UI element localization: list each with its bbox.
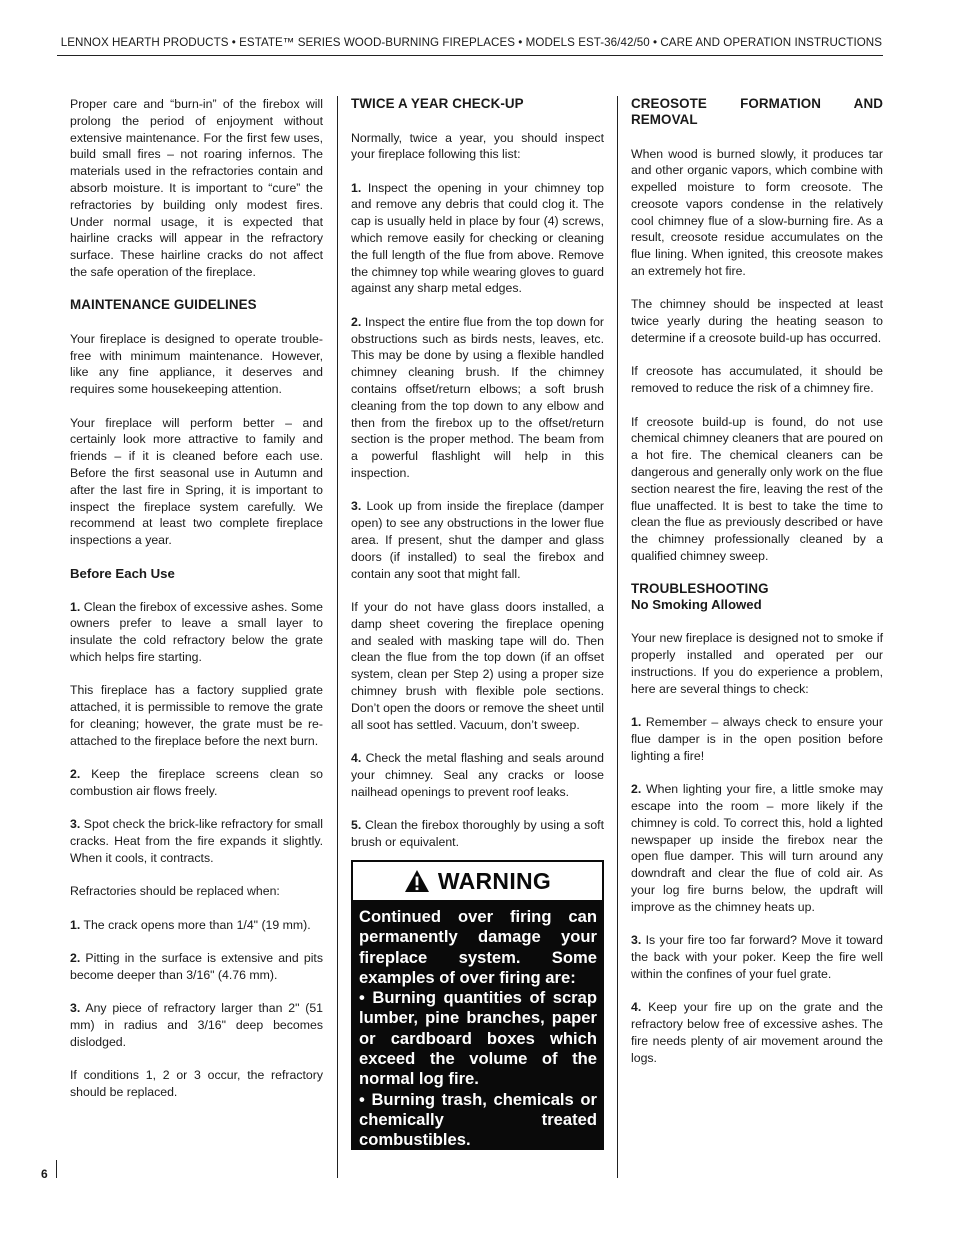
creosote-paragraph-2: The chimney should be inspected at least twice yearly during the heating season to determine if a creosote build-up has occurred. — [631, 297, 883, 346]
warning-line-1: Continued over firing can permanently damage your fireplace system. Some examples of over firing are: — [359, 907, 597, 987]
troubleshooting-heading: TROUBLESHOOTING — [631, 581, 769, 597]
before-item-2 — [70, 766, 323, 800]
intro-paragraph: Proper care and “burn-in” of the firebox will prolong the period of enjoyment without extensive maintenance. For the first few uses, build small fires – not roaring infernos. The materials used in the refractories contain and absorb moisture. It is important to “cure” the refractories by building only modest fires. Under normal usage, it is expected that hairline cracks will appear in the refractory surface. These hairline cracks do not affect the safe operation of the fireplace. — [70, 97, 323, 279]
creosote-paragraph-4: If creosote build-up is found, do not use chemical chimney cleaners that are poured on a hot fire. The chemical cleaners can be dangerous and generally only work on the flue section nearest the fire, leaving the rest of the flue unaffected. It is best to take the time to clean the flue as previously described or have the chimney professionally cleaned by a qualified chimney sweep. — [631, 414, 883, 564]
checkup-step-4 — [351, 750, 604, 800]
column-1 — [70, 96, 323, 1117]
item-number: 2. — [70, 951, 81, 966]
grate-paragraph: This fireplace has a factory supplied grate attached, it is permissible to remove the grate for cleaning; however, the grate must be re-attached to the fireplace before the next burn. — [70, 683, 323, 748]
item-text: Remember – always check to ensure your flue damper is in the open position before lighting a fire! — [631, 715, 883, 763]
item-text: When lighting your fire, a little smoke may escape into the room – more likely if the chimney is cold. To correct this, hold a lighted newspaper up inside the firebox near the open flue damper. This will turn around any downdraft and clear the flue of cold air. As your log fire burns below, the updraft will improve as the chimney heats up. — [631, 782, 883, 914]
replace-intro: Refractories should be replaced when: — [70, 884, 280, 899]
item-number: 2. — [70, 767, 81, 782]
twice-a-year-heading: TWICE A YEAR CHECK-UP — [351, 96, 524, 111]
step-text: Inspect the entire flue from the top down for obstructions such as birds nests, leaves, etc. This may be done by using a flexible handled chimney cleaning brush. If the chimney contains offset/return elbows; a soft brush cleaning from the top down to any elbow and then from the firebox up to the offset/return section is the proper method. The beam from a powerful flashlight will help in this inspection. — [351, 314, 604, 481]
item-number: 1. — [70, 599, 81, 614]
item-text: Pitting in the surface is extensive and pits become deeper than 3/16" (4.76 mm). — [70, 951, 323, 982]
creosote-heading: CREOSOTE FORMATION AND REMOVAL — [631, 96, 883, 127]
checkup-step-1 — [351, 180, 604, 298]
maintenance-paragraph-2: Your fireplace will perform better – and certainly look more attractive to family and friends – if it is cleaned before each use. Before the first seasonal use in Autumn and after the last fire in Spring, it is important to inspect the fireplace system carefully. We recommend at least two complete fireplace inspections a year. — [70, 415, 323, 548]
trouble-item-3 — [631, 932, 883, 982]
column-divider-2 — [617, 96, 618, 1178]
troubleshooting-intro: Your new fireplace is designed not to smoke if properly installed and operated per our instructions. If you do experience a problem, here are several things to check: — [631, 631, 883, 696]
before-item-3 — [70, 816, 323, 866]
conditions-paragraph: If conditions 1, 2 or 3 occur, the refractory should be replaced. — [70, 1068, 323, 1100]
checkup-intro: Normally, twice a year, you should inspect your fireplace following this list: — [351, 130, 604, 162]
item-text: Keep your fire up on the grate and the refractory below free of excessive ashes. The fire needs plenty of air movement around the logs. — [631, 1000, 883, 1065]
checkup-step-5 — [351, 817, 604, 851]
warning-triangle-icon — [404, 869, 430, 893]
warning-title: WARNING — [437, 867, 552, 894]
column-3 — [631, 96, 883, 1083]
item-text: Clean the firebox of excessive ashes. Some owners prefer to leave a small layer to insulate the cold refractory below the grate which helps fire starting. — [70, 599, 323, 664]
warning-header — [353, 862, 602, 900]
item-number: 3. — [631, 933, 642, 948]
step-text: Clean the firebox thoroughly by using a soft brush or equivalent. — [351, 817, 604, 849]
before-each-use-heading: Before Each Use — [70, 565, 175, 581]
step-number: 3. — [351, 499, 362, 514]
item-number: 4. — [631, 1000, 642, 1015]
replace-item-3 — [70, 1000, 323, 1050]
item-text: The crack opens more than 1/4" (19 mm). — [80, 917, 311, 932]
checkup-step-3 — [351, 498, 604, 582]
creosote-paragraph-3: If creosote has accumulated, it should be removed to reduce the risk of a chimney fire. — [631, 364, 883, 396]
step-number: 4. — [351, 750, 362, 765]
item-number: 3. — [70, 1001, 81, 1016]
column-divider-1 — [337, 96, 338, 1178]
maintenance-paragraph-1: Your fireplace is designed to operate trouble-free with minimum maintenance. However, like any fine appliance, it deserves and requires some housekeeping attention. — [70, 331, 323, 397]
header-rule — [57, 55, 883, 56]
warning-line-3: • Burning trash, chemicals or chemically treated combustibles. — [359, 1089, 597, 1150]
item-number: 1. — [631, 715, 642, 730]
maintenance-heading: MAINTENANCE GUIDELINES — [70, 297, 257, 313]
column-2 — [351, 96, 604, 867]
trouble-item-1 — [631, 714, 883, 764]
step-text: Look up from inside the fireplace (damper open) to see any obstructions in the lower flue area. If present, shut the damper and glass doors (if installed) to seal the firebox and contain any soot that might fall. — [351, 499, 604, 581]
step-number: 2. — [351, 314, 362, 329]
step-text: Inspect the opening in your chimney top and remove any debris that could clog it. The cap is usually held in place by four (4) screws, which remove easily for checking or cleaning the full length of the flue from above. Remove the chimney top while wearing gloves to guard against any sharp metal edges. — [351, 180, 604, 296]
page-left-rule — [56, 1160, 57, 1178]
item-number: 2. — [631, 782, 642, 797]
step-number: 1. — [351, 180, 362, 195]
item-text: Keep the fireplace screens clean so combustion air flows freely. — [70, 767, 323, 798]
item-text: Is your fire too far forward? Move it toward the back with your poker. Keep the fire well within the confines of your fuel grate. — [631, 933, 883, 981]
replace-item-2 — [70, 950, 323, 984]
item-number: 3. — [70, 817, 81, 832]
step-number: 5. — [351, 817, 362, 832]
warning-box — [351, 860, 604, 1150]
creosote-paragraph-1: When wood is burned slowly, it produces tar and other organic vapors, which combine with expelled moisture to form creosote. The creosote vapors condense in the relatively cool chimney flue of a slow-burning fire. As a result, creosote residue accumulates on the flue lining. When ignited, this creosote makes an extremely hot fire. — [631, 146, 883, 279]
item-text: Any piece of refractory larger than 2" (51 mm) in radius and 3/16" deep becomes dislodged. — [70, 1001, 323, 1049]
running-header: LENNOX HEARTH PRODUCTS • ESTATE™ SERIES WOOD-BURNING FIREPLACES • MODELS EST-36/42/50 • CARE AND OPERATION INSTRUCTIONS — [60, 36, 882, 49]
warning-line-2: • Burning quantities of scrap lumber, pine branches, paper or cardboard boxes which exceed the volume of the normal log fire. — [359, 988, 597, 1089]
item-text: Spot check the brick-like refractory for small cracks. Heat from the fire expands it slightly. When it cools, it contracts. — [70, 817, 323, 865]
step-text: Check the metal flashing and seals around your chimney. Seal any cracks or loose nailhead openings to prevent roof leaks. — [351, 750, 604, 799]
warning-body — [352, 901, 603, 1151]
glass-doors-paragraph: If your do not have glass doors installed, a damp sheet covering the fireplace opening and sealed with masking tape will do. Then clean the flue from the top down (if an offset system, clean per Step 2) using a proper size chimney brush with flexible pole sections. Don’t open the doors or remove the sheet until all soot has settled. Vacuum, don’t sweep. — [351, 600, 604, 732]
replace-item-1 — [70, 917, 323, 934]
page-number: 6 — [41, 1167, 48, 1181]
checkup-step-2 — [351, 314, 604, 482]
no-smoking-subheading: No Smoking Allowed — [631, 597, 762, 613]
trouble-item-2 — [631, 781, 883, 915]
before-item-1 — [70, 599, 323, 666]
trouble-item-4 — [631, 999, 883, 1066]
item-number: 1. — [70, 917, 81, 932]
